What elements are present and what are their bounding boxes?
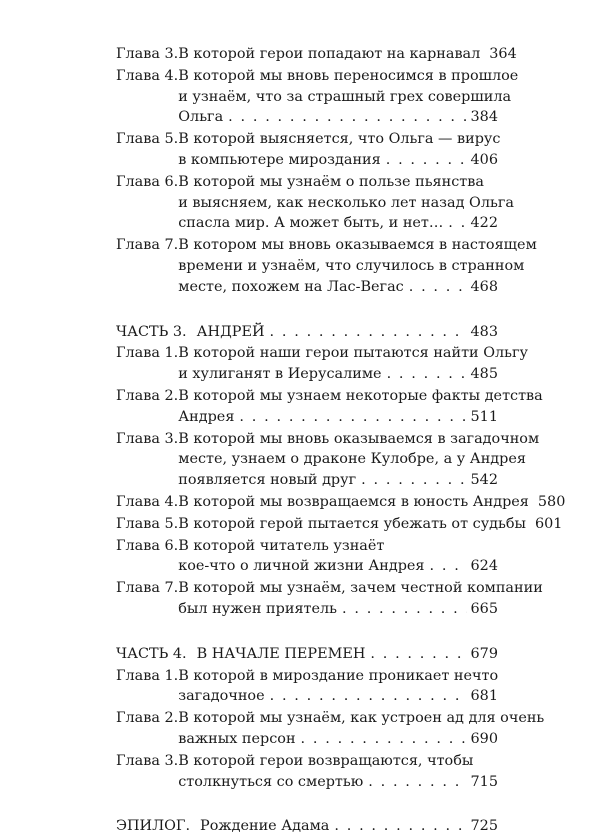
page-number: 384 — [470, 109, 498, 126]
leader-dots — [368, 772, 466, 793]
page-number: 601 — [534, 515, 563, 532]
leader-dots — [409, 277, 467, 298]
chapter-label: Глава 7. — [116, 580, 179, 597]
page-number: 511 — [470, 408, 498, 425]
chapter-title — [178, 429, 540, 491]
chapter-label: Глава 4. — [116, 67, 179, 84]
page-number: 624 — [470, 558, 498, 575]
chapter-label: Глава 5. — [116, 131, 179, 148]
title-line: В котором мы вновь оказываемся в настоящем — [178, 237, 537, 254]
chapters-part-3 — [116, 343, 566, 619]
page-number: 725 — [470, 818, 498, 835]
title-last-line — [178, 277, 498, 298]
title-last-line — [178, 556, 498, 577]
leader-dots — [386, 150, 467, 171]
chapters-part-2-continued — [116, 44, 537, 298]
title-last-line — [178, 44, 517, 65]
title-line: кое-что о личной жизни Андрея — [178, 558, 425, 575]
title-line: загадочное — [178, 688, 265, 705]
toc-entry — [116, 536, 498, 578]
chapter-label: Глава 1. — [116, 667, 179, 684]
leader-dots — [270, 322, 467, 343]
leader-dots — [334, 816, 466, 837]
title-line: месте, узнаем о драконе Кулобре, а у Андрея — [178, 451, 526, 468]
leader-dots — [342, 599, 467, 620]
title-line: В которой выясняется, что Ольга — вирус — [178, 131, 501, 148]
toc-entry — [116, 343, 528, 385]
title-line: В которой мы узнаём о пользе пьянства — [178, 173, 484, 190]
page-number: 580 — [537, 493, 566, 510]
leader-dots — [239, 407, 466, 428]
part-label: ЧАСТЬ 3. — [116, 323, 187, 340]
chapter-title — [178, 129, 501, 171]
chapter-title — [178, 386, 543, 428]
part-4-heading — [116, 644, 498, 665]
part-3-heading — [116, 322, 498, 343]
title-line: и выясняем, как несколько лет назад Ольга — [178, 194, 514, 211]
page-number: 406 — [470, 151, 498, 168]
chapter-label: Глава 3. — [116, 752, 179, 769]
leader-dots — [387, 364, 467, 385]
chapter-title — [178, 666, 498, 708]
page-number: 715 — [470, 773, 498, 790]
toc-entry — [116, 666, 498, 708]
title-line: В которой в мироздание проникает нечто — [178, 667, 499, 684]
page-number: 485 — [470, 366, 498, 383]
chapter-label: Глава 7. — [116, 237, 179, 254]
part-title: В НАЧАЛЕ ПЕРЕМЕН — [196, 645, 366, 662]
leader-dots — [361, 470, 466, 491]
chapter-label: Глава 3. — [116, 46, 179, 62]
epilogue-heading — [116, 816, 498, 837]
leader-dots — [228, 107, 466, 128]
epilogue-label: ЭПИЛОГ. — [116, 818, 191, 835]
leader-dots — [448, 213, 466, 234]
page-number: 542 — [470, 472, 498, 489]
toc-entry — [116, 235, 537, 297]
page-number: 364 — [489, 46, 517, 62]
page-number: 483 — [470, 323, 498, 340]
title-last-line — [178, 107, 498, 128]
title-line: и узнаём, что за страшный грех совершила — [178, 88, 512, 105]
title-line: столкнуться со смертью — [178, 773, 364, 790]
chapter-label: Глава 6. — [116, 537, 179, 554]
chapter-label: Глава 2. — [116, 387, 179, 404]
title-line: В которой герои попадают на карнавал — [178, 46, 481, 62]
chapter-label: Глава 3. — [116, 430, 179, 447]
chapters-part-4 — [116, 666, 545, 793]
chapter-title — [178, 343, 528, 385]
leader-dots — [370, 644, 466, 665]
title-line: В которой наши герои пытаются найти Ольгу — [178, 345, 528, 362]
toc-entry — [116, 129, 501, 171]
title-last-line — [178, 150, 498, 171]
title-line: В которой герои возвращаются, чтобы — [178, 752, 474, 769]
leader-dots — [430, 556, 467, 577]
title-last-line — [178, 407, 498, 428]
page-number: 679 — [470, 645, 498, 662]
part-title: АНДРЕЙ — [196, 323, 265, 340]
title-line: Ольга — [178, 109, 224, 126]
chapter-title — [178, 492, 566, 513]
title-line: важных персон — [178, 730, 296, 747]
title-line: В которой мы узнаём, как устроен ад для очень — [178, 710, 545, 727]
chapter-title — [178, 44, 517, 65]
title-line: В которой читатель узнаёт — [178, 537, 385, 554]
chapter-title — [178, 66, 519, 128]
leader-dots — [270, 686, 467, 707]
toc-entry — [116, 708, 545, 750]
toc-entry — [116, 386, 543, 428]
title-last-line — [178, 729, 498, 750]
leader-dots — [301, 729, 467, 750]
title-line: В которой мы вновь переносимся в прошлое — [178, 67, 519, 84]
table-of-contents — [116, 44, 566, 838]
page-number: 690 — [470, 730, 498, 747]
page-number: 468 — [470, 278, 498, 295]
title-line: в компьютере мироздания — [178, 151, 381, 168]
chapter-title — [178, 172, 514, 234]
toc-entry — [116, 492, 566, 513]
title-line: времени и узнаём, что случилось в странном — [178, 257, 525, 274]
toc-entry — [116, 66, 519, 128]
title-last-line — [178, 470, 498, 491]
title-line: Андрея — [178, 408, 235, 425]
toc-entry — [116, 514, 563, 535]
toc-entry — [116, 578, 543, 620]
toc-entry — [116, 429, 540, 491]
title-last-line — [178, 364, 498, 385]
chapter-label: Глава 1. — [116, 345, 179, 362]
title-last-line — [178, 599, 498, 620]
title-line: В которой мы возвращаемся в юность Андрея — [178, 493, 529, 510]
title-line: спасла мир. А может быть, и нет… — [178, 215, 444, 232]
title-line: В которой мы вновь оказываемся в загадочном — [178, 430, 540, 447]
chapter-label: Глава 5. — [116, 515, 179, 532]
title-last-line — [178, 492, 566, 513]
chapter-title — [178, 751, 498, 793]
chapter-title — [178, 235, 537, 297]
part-label: ЧАСТЬ 4. — [116, 645, 187, 662]
title-last-line — [178, 514, 563, 535]
chapter-title — [178, 536, 498, 578]
chapter-title — [178, 514, 563, 535]
chapter-title — [178, 578, 543, 620]
title-last-line — [178, 772, 498, 793]
page-number: 681 — [470, 688, 498, 705]
page-number: 422 — [470, 215, 498, 232]
epilogue-title: Рождение Адама — [200, 818, 330, 835]
chapter-label: Глава 6. — [116, 173, 179, 190]
toc-entry — [116, 751, 498, 793]
title-line: был нужен приятель — [178, 600, 337, 617]
chapter-label: Глава 4. — [116, 493, 179, 510]
page-number: 665 — [470, 600, 498, 617]
title-line: и хулиганят в Иерусалиме — [178, 366, 382, 383]
toc-entry — [116, 44, 517, 65]
title-last-line — [178, 213, 498, 234]
title-line: В которой мы узнаём, зачем честной компании — [178, 580, 543, 597]
title-line: появляется новый друг — [178, 472, 357, 489]
toc-entry — [116, 172, 514, 234]
title-line: месте, похожем на Лас-Вегас — [178, 278, 404, 295]
title-line: В которой герой пытается убежать от судьбы — [178, 515, 526, 532]
chapter-title — [178, 708, 545, 750]
title-line: В которой мы узнаем некоторые факты детства — [178, 387, 543, 404]
chapter-label: Глава 2. — [116, 710, 179, 727]
title-last-line — [178, 686, 498, 707]
